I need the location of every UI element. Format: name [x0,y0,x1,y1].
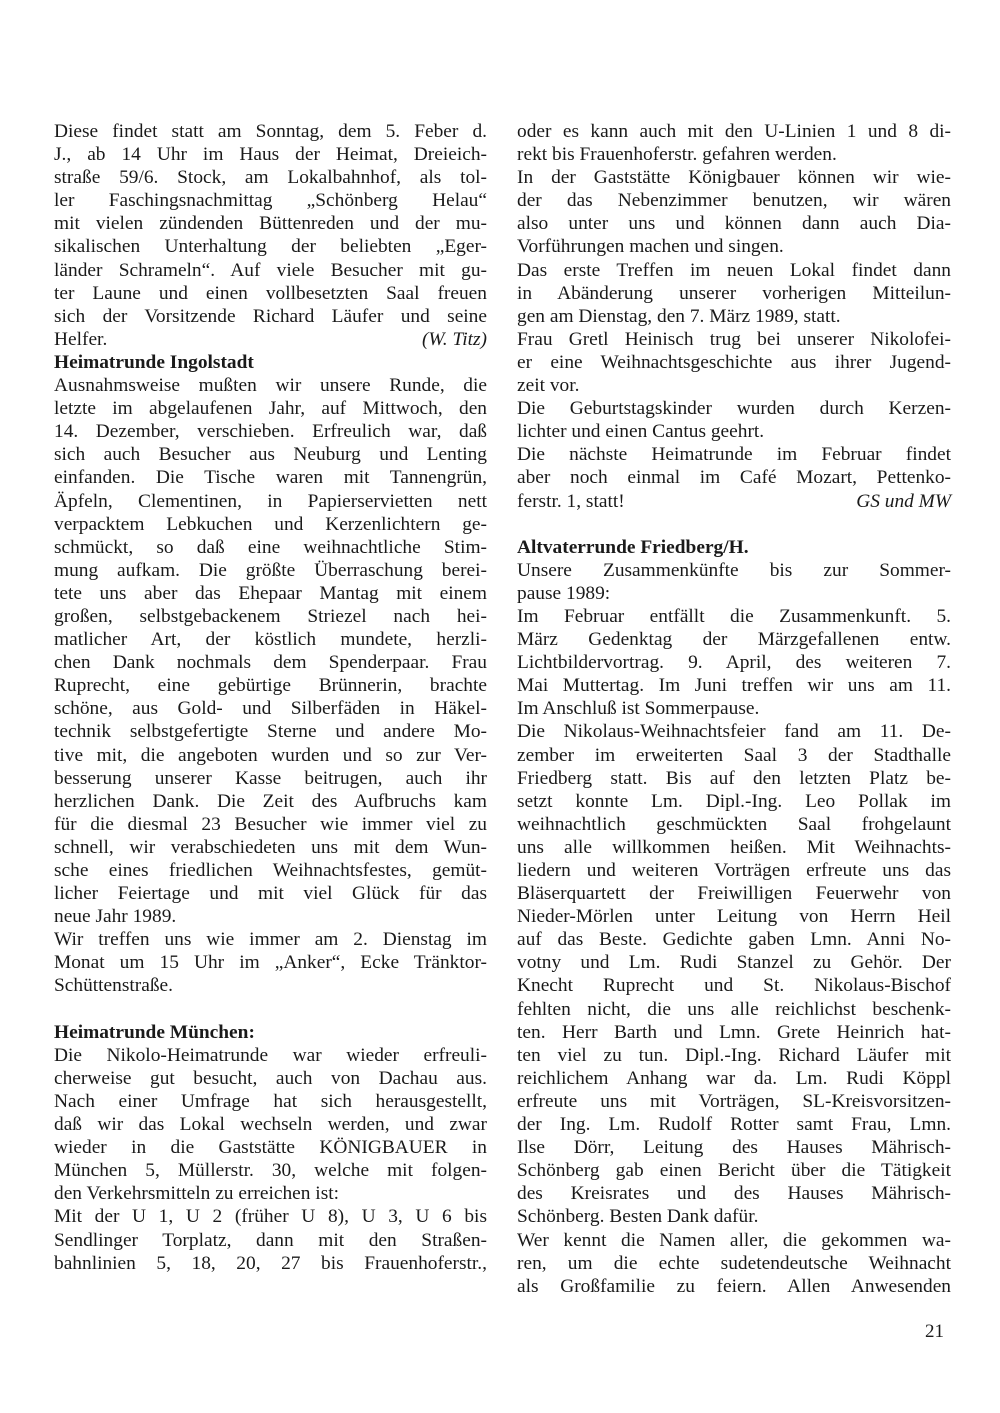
text-line: Frau Gretl Heinisch trug bei unserer Nikolofei- [517,328,951,350]
text-line: schöne, aus Gold- und Silberfäden in Häkel- [54,698,487,720]
text-line: daß wir das Lokal wechseln werden, und zwar [54,1114,487,1136]
text-line: sich auch Besucher aus Neuburg und Lenting [54,444,487,466]
text-line: ten viel zu tun. Dipl.-Ing. Richard Läufer mit [517,1044,951,1066]
right-column [517,120,951,1298]
intro-paragraph [54,120,487,328]
friedberg-paragraph [517,605,951,697]
text-line: großen, selbstgebackenem Striezel nach hei- [54,605,487,627]
friedberg-paragraph [517,720,951,1205]
text-line: licher Feiertage und mit viel Glück für das [54,883,487,905]
text-line: weihnachtlich geschmückten Saal frohgelaunt [517,813,951,835]
line-text: ferstr. 1, statt! [517,490,625,512]
text-line: Monat um 15 Uhr im „Anker“, Ecke Tränktor- [54,952,487,974]
text-line: München 5, Müllerstr. 30, welche mit folgen- [54,1160,487,1182]
text-line: Nieder-Mörlen unter Leitung von Herrn Heil [517,906,951,928]
paragraph-last-line: den Verkehrsmitteln zu erreichen ist: [54,1183,340,1205]
paragraph-last-line: neue Jahr 1989. [54,906,177,928]
text-line: aber noch einmal im Café Mozart, Pettenko- [517,467,951,489]
signature-line [517,490,951,513]
text-line: Ruprecht, eine gebürtige Brünnerin, brachte [54,675,487,697]
paragraph-last-line: Schönberg. Besten Dank dafür. [517,1206,759,1228]
muenchen-cont-paragraph [517,166,951,235]
text-line: matlicher Art, der köstlich mundete, herzli- [54,629,487,651]
muenchen-cont-paragraph [517,120,951,143]
text-line: mung aufkam. Die größte Überraschung berei- [54,559,487,581]
signature-line [54,328,487,351]
paragraph-last-line: rekt bis Frauenhoferstr. gefahren werden. [517,144,837,166]
paragraph-last-line: pause 1989: [517,582,611,604]
text-line: Das erste Treffen im neuen Lokal findet dann [517,259,951,281]
text-line: schnell, wir verabschiedeten uns mit dem Wun- [54,836,487,858]
text-line: für die diesmal 23 Besucher wie immer viel zu [54,813,487,835]
text-line: Wir treffen uns wie immer am 2. Dienstag im [54,929,487,951]
text-line: Sendlinger Torplatz, dann mit den Straßen- [54,1229,487,1251]
paragraph-last-line: Schüttenstraße. [54,975,174,997]
paragraph-last-line: gen am Dienstag, den 7. März 1989, statt. [517,305,841,327]
paragraph-last-line: Im Anschluß ist Sommerpause. [517,698,760,720]
text-line: uns alle willkommen heißen. Mit Weihnachts- [517,836,951,858]
text-line: sche eines friedlichen Weihnachtsfestes, gemüt- [54,860,487,881]
muenchen-paragraph-2 [54,1205,487,1274]
paragraph-last-line: zeit vor. [517,375,580,397]
text-line: länder Schrameln“. Auf viele Besucher mit gu- [54,259,487,281]
text-line: Ilse Dörr, Leitung des Hauses Mährisch- [517,1137,951,1159]
text-line: Die Geburtstagskinder wurden durch Kerzen- [517,398,951,420]
text-line: cherweise gut besucht, auch von Dachau aus. [54,1067,487,1089]
text-line: Unsere Zusammenkünfte bis zur Sommer- [517,559,951,581]
text-line: besserung unserer Kasse beitrugen, auch ihr [54,767,487,789]
page-number: 21 [925,1321,944,1342]
text-line: Knecht Ruprecht und St. Nikolaus-Bischof [517,975,951,997]
text-line: liedern und weiteren Vorträgen erfreute uns das [517,860,951,881]
text-line: letzte im abgelaufenen Jahr, auf Mittwoch, den [54,398,487,420]
text-line: Ausnahmsweise mußten wir unsere Runde, die [54,375,487,397]
section-heading-ingolstadt: Heimatrunde Ingolstadt [54,351,254,373]
text-line: einfanden. Die Tische waren mit Tannengrün, [54,467,487,489]
text-line: Friedberg statt. Bis auf den letzten Platz be- [517,767,951,789]
text-line: 14. Dezember, verschieben. Erfreulich war, daß [54,421,487,443]
text-line: bahnlinien 5, 18, 20, 27 bis Frauenhoferstr., [54,1252,487,1274]
text-line: Die nächste Heimatrunde im Februar findet [517,444,951,466]
muenchen-cont-paragraph [517,443,951,489]
ingolstadt-paragraph [54,374,487,905]
text-line: votny und Lm. Rudi Stanzel zu Gehör. Der [517,952,951,974]
text-line: Im Februar entfällt die Zusammenkunft. 5. [517,605,951,627]
text-line: ten. Herr Barth und Lmn. Grete Heinrich hat- [517,1021,951,1043]
text-line: Wer kennt die Namen aller, die gekommen wa- [517,1229,951,1251]
text-line: sikalischen Unterhaltung der beliebten „Eger- [54,236,487,258]
spacer [517,513,951,536]
author-signature: (W. Titz) [421,328,487,350]
text-line: Bläserquartett der Freiwilligen Feuerwehr von [517,883,951,905]
text-line: der das Nebenzimmer benutzen, wir wären [517,190,951,212]
text-line: tete uns aber das Ehepaar Mantag mit einem [54,582,487,604]
text-line: mit vielen zündenden Büttenreden und der mu- [54,213,487,235]
text-line: erfreute uns mit Vorträgen, SL-Kreisvorsitzen- [517,1090,951,1112]
friedberg-paragraph [517,559,951,582]
text-line: J., ab 14 Uhr im Haus der Heimat, Dreieich- [54,144,487,166]
text-line: als Großfamilie zu feiern. Allen Anwesenden [517,1275,951,1297]
text-line: schmückt, so daß eine weihnachtliche Stim- [54,536,487,558]
muenchen-paragraph [54,1044,487,1183]
text-line: wieder in die Gaststätte KÖNIGBAUER in [54,1137,487,1159]
section-heading-muenchen: Heimatrunde München: [54,1021,255,1043]
text-line: chen Dank nochmals dem Spenderpaar. Frau [54,652,487,674]
text-line: auf das Beste. Gedichte gaben Lmn. Anni No- [517,929,951,951]
text-line: In der Gaststätte Königbauer können wir wie- [517,167,951,189]
text-line: herzlichen Dank. Die Zeit des Aufbruchs kam [54,790,487,812]
paragraph-last-line: lichter und einen Cantus geehrt. [517,421,765,443]
text-line: Die Nikolaus-Weihnachtsfeier fand am 11. De- [517,721,951,743]
text-line: des Kreisrates und des Hauses Mährisch- [517,1183,951,1205]
ingolstadt-paragraph-2 [54,928,487,974]
text-line: setzt konnte Lm. Dipl.-Ing. Leo Pollak im [517,790,951,812]
text-line: März Gedenktag der Märzgefallenen entw. [517,629,951,651]
text-line: tive mit, die angeboten wurden und so zur Ver- [54,744,487,766]
muenchen-cont-paragraph [517,328,951,374]
text-line: Mit der U 1, U 2 (früher U 8), U 3, U 6 bis [54,1206,487,1228]
text-line: zember im erweiterten Saal 3 der Stadthalle [517,744,951,766]
author-signature: GS und MW [856,490,951,512]
muenchen-cont-paragraph [517,259,951,305]
text-line: ren, um die echte sudetendeutsche Weihnacht [517,1252,951,1274]
friedberg-paragraph [517,1229,951,1298]
text-line: Diese findet statt am Sonntag, dem 5. Feber d. [54,121,487,142]
text-line: Schönberg gab einen Bericht über die Tätigkeit [517,1160,951,1182]
paragraph-last-line: Vorführungen machen und singen. [517,236,784,258]
text-line: technik selbstgefertigte Sterne und andere Mo- [54,721,487,743]
text-line: ler Faschingsnachmittag „Schönberg Helau“ [54,190,487,212]
text-line: reichlichem Anhang war da. Lm. Rudi Köppl [517,1067,951,1089]
muenchen-cont-paragraph [517,397,951,420]
left-column [54,120,487,1275]
text-line: Mai Muttertag. Im Juni treffen wir uns am 11. [517,675,951,697]
text-line: Nach einer Umfrage hat sich herausgestellt, [54,1090,487,1112]
text-line: in Abänderung unserer vorherigen Mitteilun- [517,282,951,304]
text-line: ter Laune und einen vollbesetzten Saal freuen [54,282,487,304]
text-line: oder es kann auch mit den U-Linien 1 und 8 di- [517,121,951,142]
text-line: Lichtbildervortrag. 9. April, des weiteren 7. [517,652,951,674]
text-line: straße 59/6. Stock, am Lokalbahnhof, als tol- [54,167,487,189]
text-line: er eine Weihnachtsgeschichte aus ihrer Jugend- [517,351,951,373]
text-line: Äpfeln, Clementinen, in Papierservietten nett [54,490,487,512]
text-line: der Ing. Lm. Rudolf Rotter samt Frau, Lmn. [517,1114,951,1136]
line-text: Helfer. [54,328,108,350]
spacer [54,998,487,1021]
text-line: verpacktem Lebkuchen und Kerzenlichtern ge- [54,513,487,535]
text-line: fehlten nicht, die uns alle reichlichst beschenk- [517,998,951,1020]
text-line: sich der Vorsitzende Richard Läufer und seine [54,305,487,327]
text-line: Die Nikolo-Heimatrunde war wieder erfreuli- [54,1044,487,1066]
section-heading-friedberg: Altvaterrunde Friedberg/H. [517,536,749,558]
text-line: also unter uns und können dann auch Dia- [517,213,951,235]
